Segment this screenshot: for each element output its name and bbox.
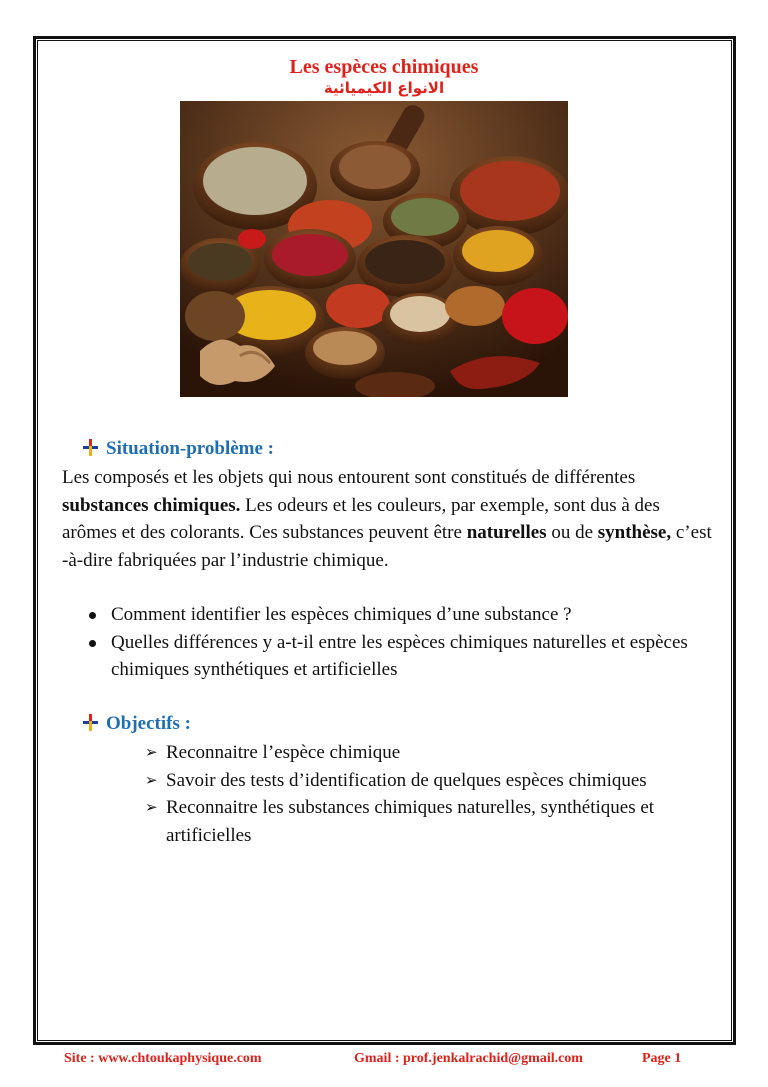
question-list xyxy=(86,601,706,684)
footer-page-number: Page 1 xyxy=(642,1051,682,1066)
para-bold-naturelles: naturelles xyxy=(466,522,547,543)
footer-site-link[interactable]: Site : www.chtoukaphysique.com xyxy=(64,1051,262,1066)
footer-gmail[interactable]: Gmail : prof.jenkalrachid@gmail.com xyxy=(354,1051,583,1066)
para-text-2: Les odeurs et les couleurs, par exemple, sont dus à des arômes et des colorants. Ces substances peuvent être xyxy=(62,494,660,543)
document-title-arabic: الانواع الكيميائية xyxy=(323,79,445,97)
situation-heading xyxy=(83,438,274,462)
document-title: Les espèces chimiques xyxy=(289,56,479,78)
spices-photo xyxy=(180,101,568,397)
question-item: Comment identifier les espèces chimiques d’une substance ? xyxy=(86,601,706,629)
arrow-bullet-icon: ➢ xyxy=(145,798,158,816)
para-bold-synthese: synthèse, xyxy=(597,522,672,543)
objective-text: Savoir des tests d’identification de quelques espèces chimiques xyxy=(166,769,647,791)
objective-item xyxy=(145,794,705,849)
objectifs-heading xyxy=(83,713,191,737)
objectifs-heading-text: Objectifs : xyxy=(106,713,191,734)
situation-heading-text: Situation-problème : xyxy=(106,438,275,459)
objective-item xyxy=(145,739,705,767)
arrow-bullet-icon: ➢ xyxy=(145,743,158,761)
para-bold-substances: substances chimiques. xyxy=(62,494,241,516)
objective-text: Reconnaitre l’espèce chimique xyxy=(166,742,401,763)
arrow-bullet-icon: ➢ xyxy=(145,770,158,789)
plus-bullet-icon xyxy=(83,439,98,462)
question-item: Quelles différences y a-t-il entre les espèces chimiques naturelles et espèces chimiques synthétiques et artificielles xyxy=(86,629,706,684)
objective-text: Reconnaitre les substances chimiques naturelles, synthétiques et artificielles xyxy=(166,797,655,846)
situation-paragraph xyxy=(62,464,712,574)
para-text-1: Les composés et les objets qui nous entourent sont constitués de différentes xyxy=(62,467,636,488)
objectives-list xyxy=(145,739,705,849)
page-footer xyxy=(0,1051,768,1071)
para-text-4: c’est -à-dire fabriquées par l’industrie chimique. xyxy=(62,522,712,571)
plus-bullet-icon xyxy=(83,714,98,737)
para-text-3: ou de xyxy=(546,522,598,543)
objective-item xyxy=(145,767,705,795)
